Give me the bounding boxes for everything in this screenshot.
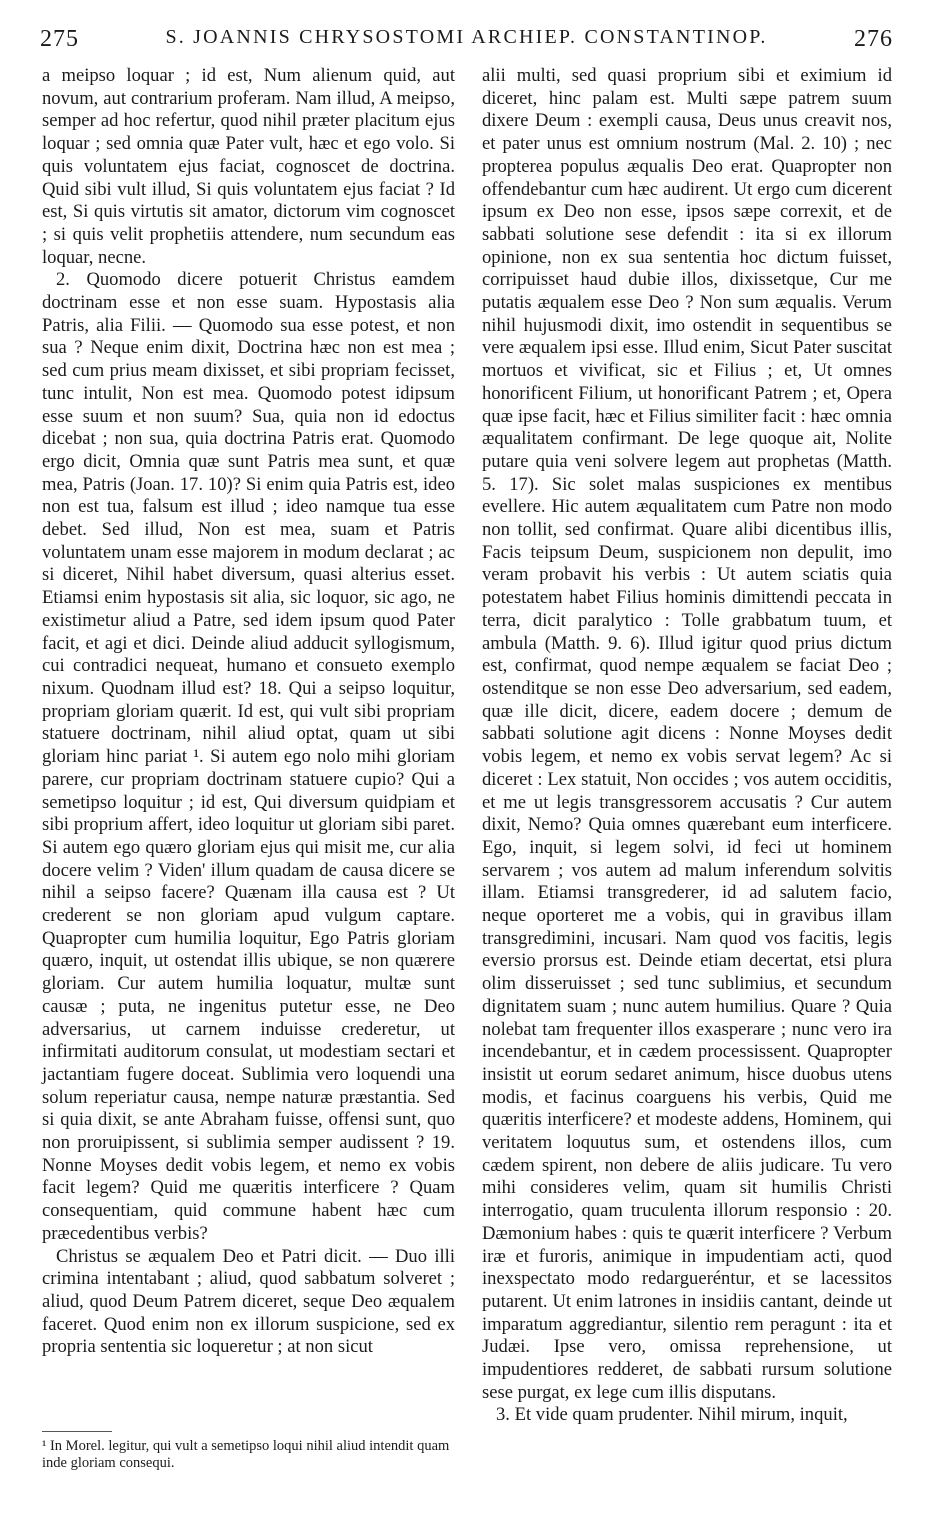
page-number-left: 275 xyxy=(40,26,79,52)
page-header xyxy=(0,26,933,56)
paragraph: Christus se æqualem Deo et Patri dicit. — Duo illi crimina intentabant ; aliud, quod sabbatum solveret ; aliud, quod Deum Patrem diceret, seque Deo æqualem faceret. Quod enim non ex illorum suspicione, sed ex propria sententia sic loqueretur ; at non sicut xyxy=(42,1245,455,1358)
footnote-rule xyxy=(42,1431,112,1432)
paragraph: alii multi, sed quasi proprium sibi et eximium id diceret, hinc palam est. Multi sæpe patrem suum dixere Deum : exempli causa, Deus unus creavit nos, et pater unus est omnium nostrum (Mal. 2. 10) ; nec propterea populus æqualis Deo erat. Quapropter non offendebantur cum hæc audirent. Ut ergo cum dicerent ipsum ex Deo non esse, ipsos sæpe correxit, et de sabbati solutione sese defendit : ita si ex illorum opinione, non ex sua sententia hoc dictum fuisset, corripuisset haud dubie illos, dixissetque, Cur me putatis æqualem esse Deo ? Non sum æqualis. Verum nihil hujusmodi dixit, imo ostendit in sequentibus se vere æqualem ipsi esse. Illud enim, Sicut Pater suscitat mortuos et vivificat, sic et Filius ; et, Ut omnes honorificent Filium, ut honorificant Patrem ; et, Opera quæ ipse facit, hæc et Filius similiter facit : hæc omnia æqualitatem confirmant. De lege quoque ait, Nolite putare quia veni solvere legem aut prophetas (Matth. 5. 17). Sic solet malas suspiciones ex mentibus evellere. Hic autem æqualitatem cum Patre non modo non tollit, sed confirmat. Quare alibi dicentibus illis, Facis teipsum Deum, suspicionem non depulit, imo veram probavit his verbis : Ut autem sciatis quia potestatem habet Filius hominis dimittendi peccata in terra, dicit paralytico : Tolle grabbatum tuum, et ambula (Matth. 9. 6). Illud igitur quod prius dictum est, confirmat, quod nempe æqualem se faciat Deo ; ostenditque se non esse Deo adversarium, sed eadem, quæ ille dicit, dicere, eadem docere ; demum de sabbati solutione agit dicens : Nonne Moyses dedit vobis legem, et nemo ex vobis servat legem? Ac si diceret : Lex statuit, Non occides ; vos autem occiditis, et me ut legis transgressorem accusatis ? Cur autem dixit, Nemo? Quia omnes quærebant eum interficere. Ego, inquit, si legem solvi, id feci ut hominem servarem ; vos autem ad malum inferendum solvitis illam. Etiamsi transgrederer, id ad salutem facio, neque oporteret me a vobis, qui in gravibus illam transgredimini, incusari. Nam quod vos facitis, legis eversio prorsus est. Deinde etiam decertat, etsi plura olim disseruisset ; sed tunc sublimius, et secundum dignitatem suam ; nunc autem humilius. Quare ? Quia nolebat tam frequenter illos exasperare ; nunc vero ira incendebantur, et in cædem processissent. Quapropter insistit ut eorum sedaret animum, hisce duobus utens modis, et facinus coarguens his verbis, Quid me quæritis interficere? et modeste addens, Hominem, qui veritatem loquutus sum, et ostendens illos, cum cædem spirent, non debere de aliis judicare. Tu vero mihi consideres velim, quam sit humilis Christi interrogatio, quam truculenta illorum responsio : 20. Dæmonium habes : quis te quærit interficere ? Verbum iræ et furoris, animique in impudentiam acti, quod inexspectato modo redargueréntur, et se lacessitos putarent. Ut enim latrones in insidiis cantant, deinde ut imparatum aggrediantur, silentio rem peragunt : ita et Judæi. Ipse vero, omissa reprehensione, ut impudentiores redderet, de sabbati rursum solutione sese purgat, ex lege cum illis disputans. xyxy=(482,65,892,1403)
paragraph: a meipso loquar ; id est, Num alienum quid, aut novum, aut contrarium proferam. Nam illud, A meipso, semper ad hoc refertur, quod nihil præter placitum ejus loquar ; sed omnia quæ Pater vult, hæc et ego volo. Si quis voluntatem ejus faciat, cognoscet de doctrina. Quid sibi vult illud, Si quis voluntatem ejus faciat ? Id est, Si quis virtutis sit amator, dictorum vim cognoscet ; si quis velit prophetiis attendere, num secundum eas loquar, necne. xyxy=(42,65,455,268)
page-number-right: 276 xyxy=(854,26,893,52)
footnote: ¹ In Morel. legitur, qui vult a semetipso loqui nihil aliud intendit quam inde gloriam consequi. xyxy=(42,1438,450,1471)
left-column xyxy=(42,65,455,1359)
right-column xyxy=(482,65,892,1427)
paragraph: 2. Quomodo dicere potuerit Christus eamdem doctrinam esse et non esse suam. Hypostasis alia Patris, alia Filii. — Quomodo sua esse potest, et non sua ? Neque enim dixit, Doctrina hæc non est mea ; sed cum prius meam dixisset, et sibi propriam fecisset, tunc intulit, Non est mea. Quomodo potest idipsum esse suum et non suum? Sua, quia non id edoctus dicebat ; non sua, quia doctrina Patris erat. Quomodo ergo dicit, Omnia quæ sunt Patris mea sunt, et quæ mea, Patris (Joan. 17. 10)? Si enim quia Patris est, ideo non est tua, falsum est illud ; ideo namque tua esse debet. Sed illud, Non est mea, suam et Patris voluntatem unam esse majorem in modum declarat ; ac si diceret, Nihil habet diversum, quasi alterius esset. Etiamsi enim hypostasis sit alia, sic loquor, sic ago, ne existimetur aliud a Patre, sed idem ipsum quod Pater facit, et agi et dici. Deinde aliud adducit syllogismum, cui contradici nequeat, humano et consueto exemplo nixum. Quodnam illud est? 18. Qui a seipso loquitur, propriam gloriam quærit. Id est, qui vult sibi propriam statuere doctrinam, nihil aliud optat, quam ut sibi gloriam hinc pariat ¹. Si autem ego nolo mihi gloriam parere, cur propriam doctrinam statuere cupio? Qui a semetipso loquitur ; id est, Qui diversum quidpiam et sibi proprium affert, ideo loquitur ut gloriam sibi paret. Si autem ego quæro gloriam ejus qui misit me, cur alia docere velim ? Viden' illum quadam de causa dicere se nihil a seipso facere? Quænam illa causa est ? Ut crederent se non gloriam apud vulgum captare. Quapropter cum humilia loquitur, Ego Patris gloriam quæro, inquit, ut ostendat illis ubique, se non quærere gloriam. Cur autem humilia loquatur, multæ sunt causæ ; puta, ne ingenitus putetur esse, ne Deo adversarius, ut carnem induisse crederetur, ut infirmitati auditorum consulat, ut modestiam sectari et jactantiam fugere doceat. Sublimia vero loquendi una solum reperiatur causa, nempe naturæ præstantia. Sed si quia dixit, se ante Abraham fuisse, offensi sunt, quo non proruipissent, si sublimia semper audissent ? 19. Nonne Moyses dedit vobis legem, et nemo ex vobis facit legem? Quid me quæritis interficere ? Quam consequentiam, quid commune habent hæc cum præcedentibus verbis? xyxy=(42,269,455,1244)
running-title: S. JOANNIS CHRYSOSTOMI ARCHIEP. CONSTANTINOP. xyxy=(165,26,768,48)
paragraph: 3. Et vide quam prudenter. Nihil mirum, inquit, xyxy=(496,1404,848,1426)
